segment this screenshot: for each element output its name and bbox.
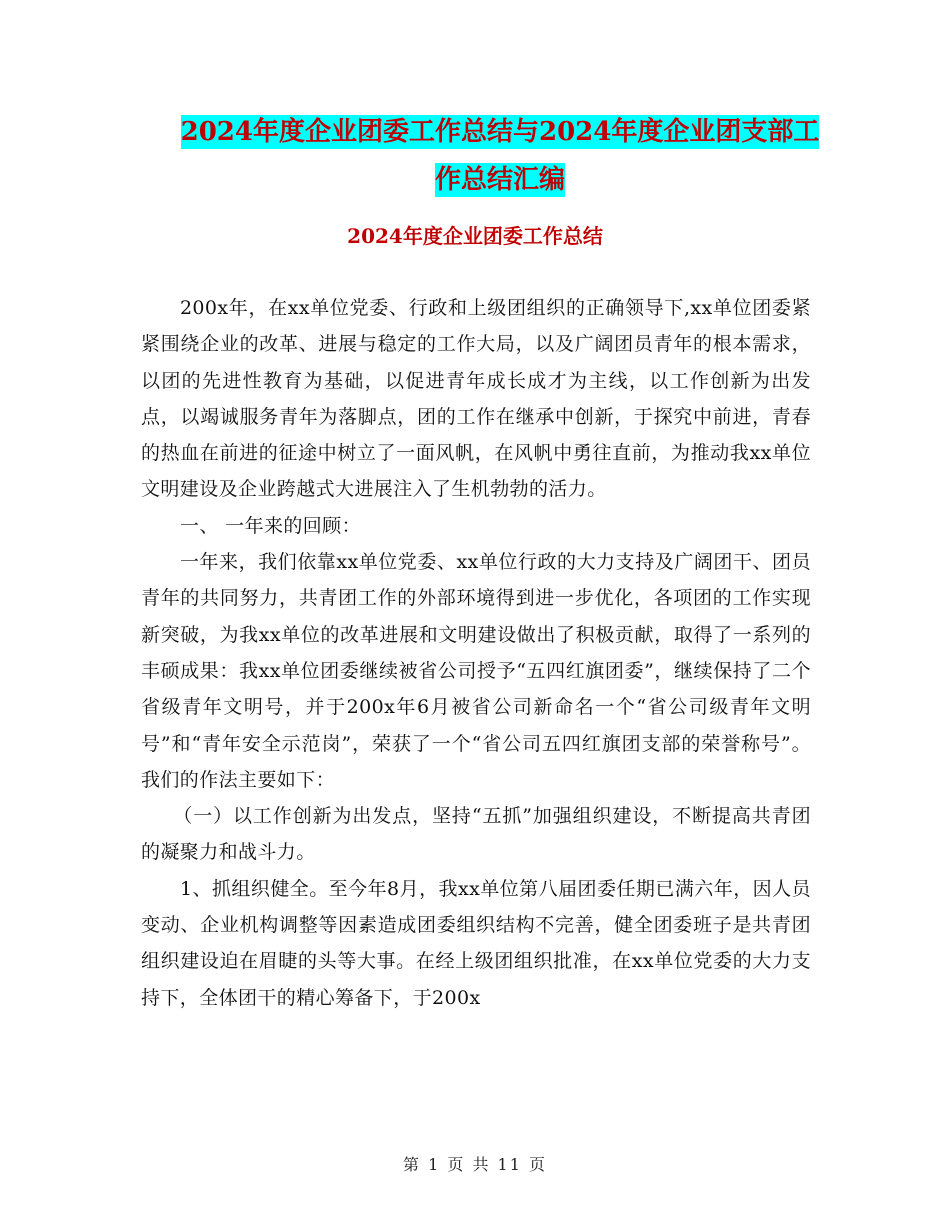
paragraph-achievements: 一年来，我们依靠xx单位党委、xx单位行政的大力支持及广阔团干、团员青年的共同努力，共青团工作的外部环境得到进一步优化，各项团的工作实现新突破，为我xx单位的改革进展和文明建设做出了积极贡献，取得了一系列的丰硕成果：我xx单位团委继续被省公司授予“五四红旗团委”，继续保持了二个省级青年文明号，并于200x年6月被省公司新命名一个“省公司级青年文明号”和“青年安全示范岗”，荣获了一个“省公司五四红旗团支部的荣誉称号”。我们的作法主要如下： xyxy=(141,551,811,791)
document-body xyxy=(141,290,811,1016)
document-title-line-1: 2024年度企业团委工作总结与2024年度企业团支部工 xyxy=(180,117,820,147)
document-title xyxy=(140,108,860,204)
section-title: 2024年度企业团委工作总结 xyxy=(347,224,603,248)
paragraph-heading-review: 一、 一年来的回顾： xyxy=(179,514,361,537)
paragraph-subheading-1: （一）以工作创新为出发点，坚持“五抓”加强组织建设，不断提高共青团的凝聚力和战斗力。 xyxy=(141,805,811,864)
page-footer: 第 1 页 共 11 页 xyxy=(403,1155,547,1174)
document-title-line-2: 作总结汇编 xyxy=(434,165,565,195)
paragraph-intro: 200x年，在xx单位党委、行政和上级团组织的正确领导下,xx单位团委紧紧围绕企业的改革、进展与稳定的工作大局，以及广阔团员青年的根本需求，以团的先进性教育为基础，以促进青年成长成才为主线，以工作创新为出发点，以竭诚服务青年为落脚点，团的工作在继承中创新，于探究中前进，青春的热血在前进的征途中树立了一面风帆，在风帆中勇往直前，为推动我xx单位文明建设及企业跨越式大进展注入了生机勃勃的活力。 xyxy=(141,297,811,501)
paragraph-item-1: 1、抓组织健全。至今年8月，我xx单位第八届团委任期已满六年，因人员变动、企业机构调整等因素造成团委组织结构不完善，健全团委班子是共青团组织建设迫在眉睫的头等大事。在经上级团组织批准，在xx单位党委的大力支持下，全体团干的精心筹备下，于200x xyxy=(141,877,811,1009)
